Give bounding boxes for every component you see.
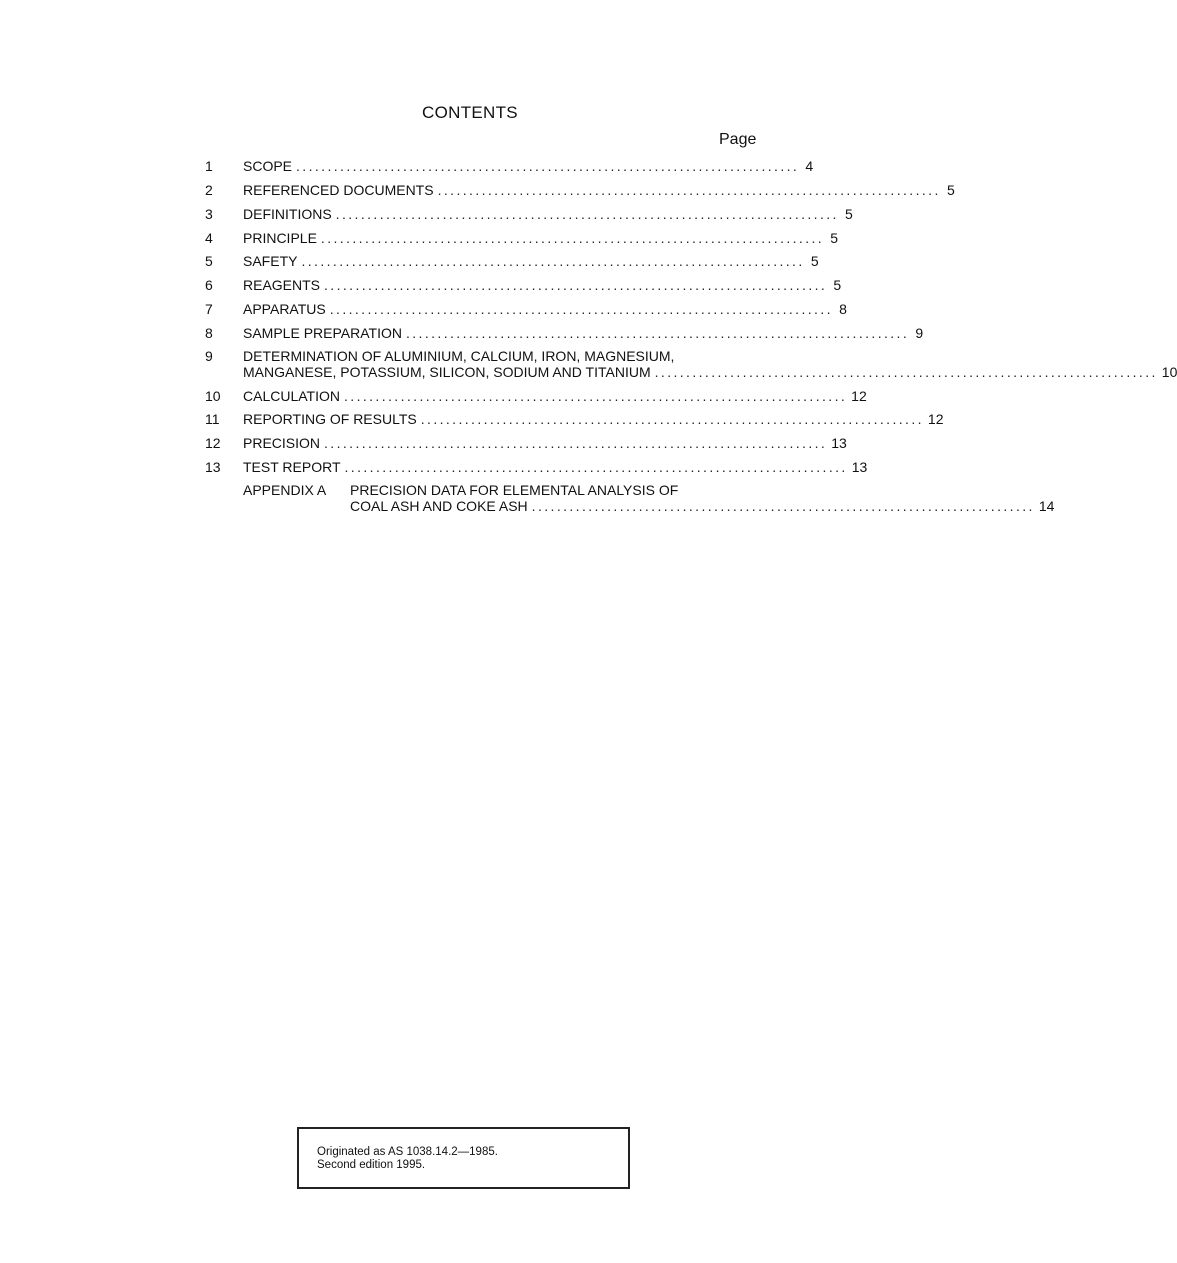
toc-entry-label: REPORTING OF RESULTS — [243, 411, 417, 427]
toc-entry-label: PRINCIPLE — [243, 230, 317, 246]
toc-entry-label: SAMPLE PREPARATION — [243, 325, 402, 341]
toc-entry-label-line2: MANGANESE, POTASSIUM, SILICON, SODIUM AND TITANIUM — [243, 364, 651, 380]
toc-entry-number: 3 — [205, 206, 213, 222]
toc-entry-page: 10 — [1161, 364, 1177, 380]
dot-leader: ................................................................................ — [654, 364, 1158, 380]
toc-entry-label: CALCULATION — [243, 388, 340, 404]
toc-entry-number: 11 — [205, 411, 220, 427]
toc-title: CONTENTS — [422, 103, 518, 122]
appendix-title-line2: COAL ASH AND COKE ASH — [350, 498, 528, 514]
toc-entry-number: 10 — [205, 388, 221, 404]
dot-leader: ................................................................................ — [531, 498, 1035, 514]
edition-note: Second edition 1995. — [317, 1159, 426, 1171]
page-column-header: Page — [719, 131, 757, 148]
toc-entry-label: PRECISION — [243, 435, 321, 451]
dot-leader: ................................................................................ — [405, 325, 910, 341]
toc-entry[interactable] — [205, 434, 847, 452]
toc-entry[interactable] — [205, 252, 819, 270]
dot-leader: ................................................................................ — [301, 253, 805, 269]
toc-entry-label: APPARATUS — [243, 301, 326, 317]
appendix-label: APPENDIX A — [243, 482, 327, 498]
toc-entry-number: 8 — [205, 325, 213, 341]
toc-entry[interactable] — [205, 324, 924, 342]
toc-entry-page: 5 — [845, 206, 853, 222]
appendix-page: 14 — [1038, 498, 1055, 514]
toc-entry-page: 12 — [927, 411, 944, 427]
toc-entry-label: DEFINITIONS — [243, 206, 332, 222]
toc-entry[interactable] — [205, 300, 847, 318]
toc-entry-page: 9 — [915, 325, 924, 341]
toc-entry[interactable] — [205, 205, 853, 223]
toc-entry-page: 4 — [805, 158, 814, 174]
dot-leader: ................................................................................ — [437, 182, 941, 198]
toc-entry[interactable] — [205, 410, 944, 428]
toc-entry-number: 1 — [205, 158, 213, 174]
toc-entry[interactable] — [205, 458, 868, 476]
toc-entry-page: 5 — [830, 230, 839, 246]
toc-entry-number: 12 — [205, 435, 221, 451]
toc-entry-page: 5 — [833, 277, 842, 293]
dot-leader: ................................................................................ — [324, 435, 828, 451]
edition-note-box — [297, 1127, 630, 1189]
toc-entry-label: SCOPE — [243, 158, 293, 174]
toc-entry[interactable] — [205, 387, 867, 405]
toc-entry-page: 5 — [946, 182, 955, 198]
toc-entry-label: REFERENCED DOCUMENTS — [243, 182, 434, 198]
toc-entry[interactable] — [205, 181, 955, 199]
toc-entry-number: 6 — [205, 277, 213, 293]
toc-entry-page: 12 — [851, 388, 867, 404]
toc-entry[interactable] — [205, 347, 1177, 383]
dot-leader: ................................................................................ — [296, 158, 800, 174]
dot-leader: ................................................................................ — [344, 459, 848, 475]
appendix-title-line1: PRECISION DATA FOR ELEMENTAL ANALYSIS OF — [350, 482, 679, 498]
toc-entry-label: TEST REPORT — [243, 459, 341, 475]
toc-entry[interactable] — [205, 157, 814, 175]
toc-entry-number: 2 — [205, 182, 213, 198]
toc-entry-page: 13 — [851, 459, 868, 475]
toc-entry[interactable] — [205, 229, 839, 247]
toc-entry-number: 13 — [205, 459, 221, 475]
dot-leader: ................................................................................ — [329, 301, 833, 317]
toc-entry-page: 8 — [839, 301, 847, 317]
dot-leader: ................................................................................ — [343, 388, 848, 404]
toc-entry-page: 5 — [810, 253, 819, 269]
origin-note: Originated as AS 1038.14.2—1985. — [317, 1146, 498, 1158]
dot-leader: ................................................................................ — [335, 206, 839, 222]
appendix-entry[interactable] — [243, 482, 1055, 518]
toc-entry-label: SAFETY — [243, 253, 298, 269]
dot-leader: ................................................................................ — [420, 411, 924, 427]
toc-entry-page: 13 — [831, 435, 847, 451]
dot-leader: ................................................................................ — [324, 277, 828, 293]
dot-leader: ................................................................................ — [320, 230, 825, 246]
toc-entry-number: 4 — [205, 230, 213, 246]
toc-entry-number: 9 — [205, 348, 213, 364]
toc-entry-number: 5 — [205, 253, 213, 269]
toc-entry-label-line1: DETERMINATION OF ALUMINIUM, CALCIUM, IRON, MAGNESIUM, — [243, 348, 675, 364]
toc-entry-number: 7 — [205, 301, 213, 317]
toc-entry[interactable] — [205, 276, 842, 294]
toc-entry-label: REAGENTS — [243, 277, 321, 293]
